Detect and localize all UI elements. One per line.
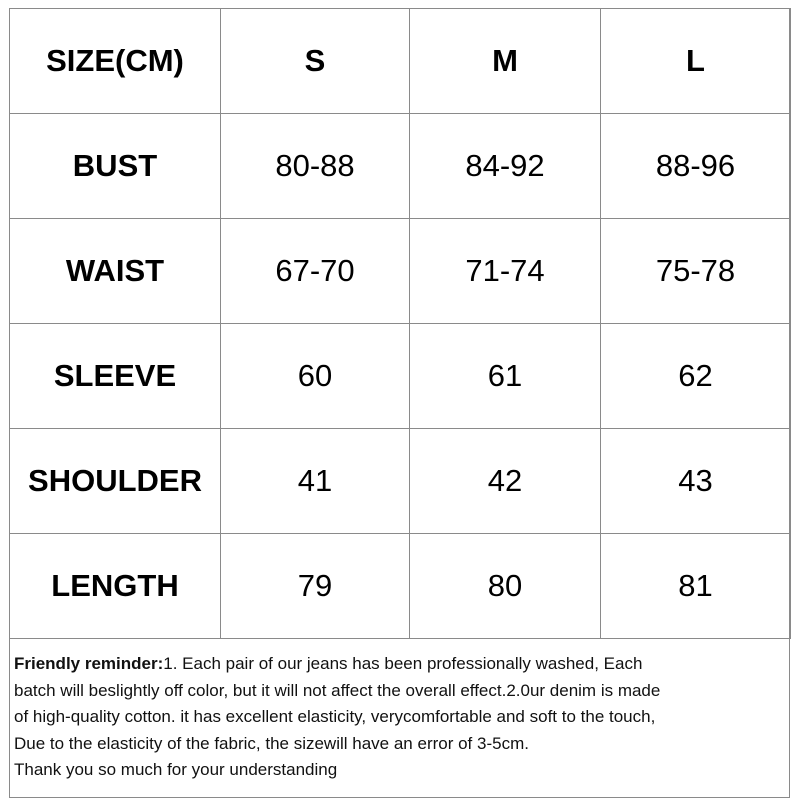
table-row-bust	[10, 114, 791, 219]
sleeve-m: 61	[410, 324, 601, 429]
size-chart-table	[9, 8, 791, 639]
shoulder-m: 42	[410, 429, 601, 534]
row-label-sleeve: SLEEVE	[10, 324, 221, 429]
note-line-3: of high-quality cotton. it has excellent elasticity, verycomfortable and soft to the touch,	[14, 707, 656, 726]
note-line-1	[14, 651, 784, 678]
header-size-m: M	[410, 9, 601, 114]
note-line-4: Due to the elasticity of the fabric, the sizewill have an error of 3-5cm.	[14, 733, 529, 753]
friendly-reminder-note	[14, 651, 784, 784]
bust-m: 84-92	[410, 114, 601, 219]
header-size-s: S	[221, 9, 410, 114]
note-line-1-text: 1. Each pair of our jeans has been professionally washed, Each	[163, 654, 643, 673]
sleeve-s: 60	[221, 324, 410, 429]
note-label: Friendly reminder:	[14, 654, 164, 673]
table-row-length	[10, 534, 791, 639]
bust-s: 80-88	[221, 114, 410, 219]
table-row-shoulder	[10, 429, 791, 534]
header-row	[10, 9, 791, 114]
header-size-cm: SIZE(CM)	[10, 9, 221, 114]
note-line-5: Thank you so much for your understanding	[14, 760, 338, 779]
table-row-sleeve	[10, 324, 791, 429]
length-l: 81	[601, 534, 791, 639]
waist-s: 67-70	[221, 219, 410, 324]
row-label-length: LENGTH	[10, 534, 221, 639]
row-label-shoulder: SHOULDER	[10, 429, 221, 534]
table-row-waist	[10, 219, 791, 324]
length-s: 79	[221, 534, 410, 639]
sleeve-l: 62	[601, 324, 791, 429]
header-size-l: L	[601, 9, 791, 114]
waist-l: 75-78	[601, 219, 791, 324]
row-label-waist: WAIST	[10, 219, 221, 324]
shoulder-l: 43	[601, 429, 791, 534]
length-m: 80	[410, 534, 601, 639]
bust-l: 88-96	[601, 114, 791, 219]
row-label-bust: BUST	[10, 114, 221, 219]
shoulder-s: 41	[221, 429, 410, 534]
waist-m: 71-74	[410, 219, 601, 324]
note-line-2: batch will beslightly off color, but it will not affect the overall effect.2.0ur denim is made	[14, 680, 661, 700]
